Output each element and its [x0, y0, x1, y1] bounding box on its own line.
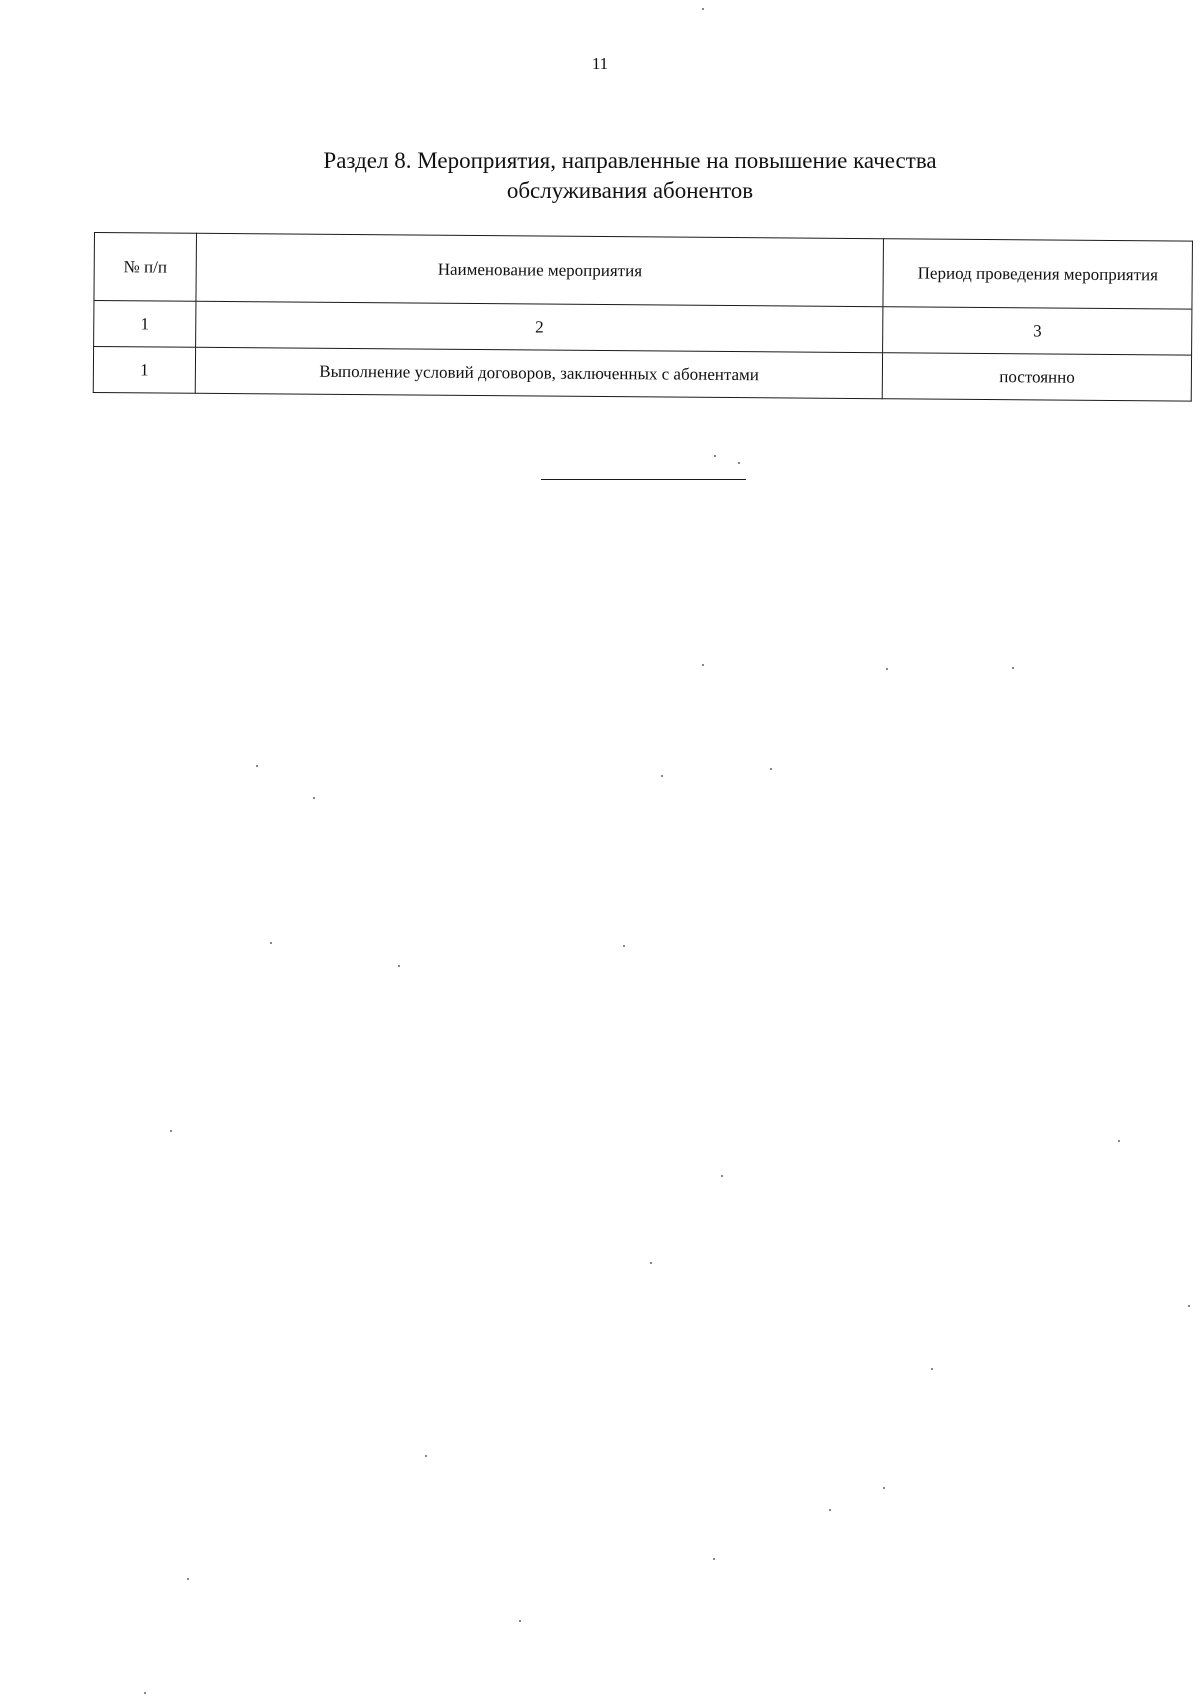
table-header-row — [94, 233, 1193, 310]
scan-speck — [829, 1509, 831, 1511]
header-event-name: Наименование мероприятия — [196, 233, 884, 306]
section-title-line-1: Раздел 8. Мероприятия, направленные на повышение качества — [323, 148, 937, 173]
scan-speck — [883, 1487, 885, 1489]
scan-speck — [886, 668, 888, 670]
scan-speck — [702, 8, 704, 10]
row-event-name: Выполнение условий договоров, заключенных с абонентами — [195, 347, 883, 398]
events-table — [93, 232, 1193, 402]
scan-speck — [144, 1692, 146, 1694]
header-number: № п/п — [94, 233, 197, 302]
scan-speck — [702, 664, 704, 666]
index-cell-1: 1 — [94, 301, 196, 348]
scan-speck — [256, 765, 258, 767]
scan-speck — [425, 1455, 427, 1457]
index-cell-2: 2 — [196, 301, 884, 352]
scan-speck — [650, 1262, 652, 1264]
scan-speck — [721, 1175, 723, 1177]
end-of-section-rule — [541, 479, 746, 480]
table-row — [93, 347, 1191, 402]
page-number: 11 — [591, 54, 609, 73]
header-period: Период проведения мероприятия — [883, 239, 1192, 309]
scan-speck — [1118, 1140, 1120, 1142]
scan-speck — [770, 768, 772, 770]
scan-speck — [1012, 667, 1014, 669]
index-cell-3: 3 — [883, 307, 1192, 355]
scan-speck — [398, 965, 400, 967]
scan-speck — [519, 1620, 521, 1622]
section-title — [250, 146, 1010, 206]
scan-speck — [187, 1578, 189, 1580]
row-number: 1 — [93, 347, 195, 394]
scan-speck — [931, 1368, 933, 1370]
scan-speck — [270, 942, 272, 944]
scan-speck — [1188, 1305, 1190, 1307]
scan-speck — [661, 775, 663, 777]
scan-speck — [623, 945, 625, 947]
scan-speck — [313, 797, 315, 799]
scan-speck — [738, 462, 740, 464]
scan-speck — [713, 1558, 715, 1560]
scan-speck — [714, 455, 716, 457]
row-period: постоянно — [883, 353, 1192, 401]
section-title-line-2: обслуживания абонентов — [506, 178, 754, 203]
scan-speck — [170, 1130, 172, 1132]
